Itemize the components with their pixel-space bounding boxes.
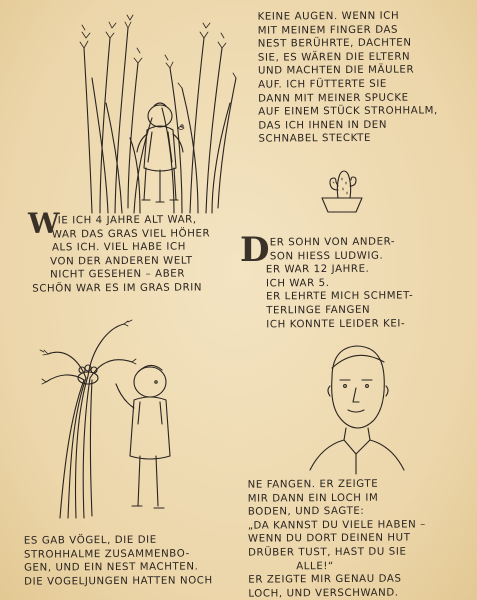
text-line: BODEN, UND SAGTE:	[247, 505, 365, 518]
text-line: SON HIESS LUDWIG.	[269, 250, 384, 262]
cactus-illustration	[318, 162, 366, 214]
text-line: GEN, UND EIN NEST MACHTEN.	[24, 561, 199, 574]
text-block-bottom-left	[24, 533, 213, 589]
text-line: ER LEHRTE MICH SCHMET-	[266, 290, 414, 303]
text-line: NICHT GESEHEN – ABER	[50, 268, 186, 281]
text-line: STROHHALME ZUSAMMENBO-	[23, 548, 190, 561]
text-block-middle-left	[28, 213, 211, 296]
cactus-icon	[318, 162, 366, 214]
text-line: NE FANGEN. ER ZEIGTE	[247, 478, 379, 491]
text-line: SIE, ES WÄREN DIE ELTERN	[257, 51, 411, 64]
drop-cap-d: D	[240, 230, 270, 270]
text-line: DRÜBER TUST, HAST DU SIE	[248, 546, 407, 559]
text-line: MIT MEINEM FINGER DAS	[257, 24, 399, 37]
text-line: ES GAB VÖGEL, DIE DIE	[23, 534, 157, 547]
text-line: DANN MIT MEINER SPUCKE	[258, 92, 409, 105]
text-line: AUF. ICH FÜTTERTE SIE	[258, 78, 387, 91]
boy-with-nest-illustration	[28, 318, 208, 530]
text-line: ER ZEIGTE MIR GENAU DAS	[248, 573, 402, 586]
ludwig-portrait-illustration	[300, 338, 410, 478]
text-line: ER SOHN VON ANDER-	[269, 236, 396, 249]
text-line: LOCH, UND VERSCHWAND.	[248, 587, 399, 600]
text-line: VON DER ANDEREN WELT	[50, 255, 193, 268]
text-line: NEST BERÜHRTE, DACHTEN	[257, 37, 412, 50]
boy-in-tall-grass-illustration	[70, 8, 240, 218]
text-line: DAS ICH IHNEN IN DEN	[258, 119, 388, 132]
text-line: ICH KONNTE LEIDER KEI-	[266, 318, 406, 330]
text-line: MIR DANN EIN LOCH IM	[247, 492, 379, 505]
text-line: SCHNABEL STECKTE	[258, 133, 372, 145]
text-line: TERLINGE FANGEN	[266, 304, 371, 317]
text-line: ICH WAR 5.	[265, 277, 330, 290]
text-line: WAR DAS GRAS VIEL HÖHER	[51, 227, 211, 241]
text-line: „DA KANNST DU VIELE HABEN –	[247, 519, 426, 532]
text-line: SCHÖN WAR ES IM GRAS DRIN	[32, 282, 203, 295]
text-line: KEINE AUGEN. WENN ICH	[257, 10, 400, 23]
text-line: IE ICH 4 JAHRE ALT WAR,	[57, 214, 197, 227]
grass-drawing-icon	[70, 8, 240, 218]
text-line: UND MACHTEN DIE MÄULER	[257, 64, 415, 78]
text-line: ALS ICH. VIEL HABE ICH	[51, 241, 187, 254]
drop-cap-w: W	[28, 207, 60, 240]
text-block-middle-right	[240, 235, 414, 331]
nest-drawing-icon	[28, 318, 208, 530]
text-line: ER WAR 12 JAHRE.	[265, 263, 370, 276]
text-line: DIE VOGELJUNGEN HATTEN NOCH	[24, 575, 213, 588]
portrait-drawing-icon	[300, 338, 410, 478]
text-block-top-right	[258, 9, 439, 146]
text-block-bottom-right	[248, 477, 427, 600]
text-line: AUF EINEM STÜCK STROHHALM,	[258, 105, 438, 118]
text-line: ALLE!“	[296, 560, 334, 572]
text-line: WENN DU DORT DEINEN HUT	[247, 532, 411, 545]
